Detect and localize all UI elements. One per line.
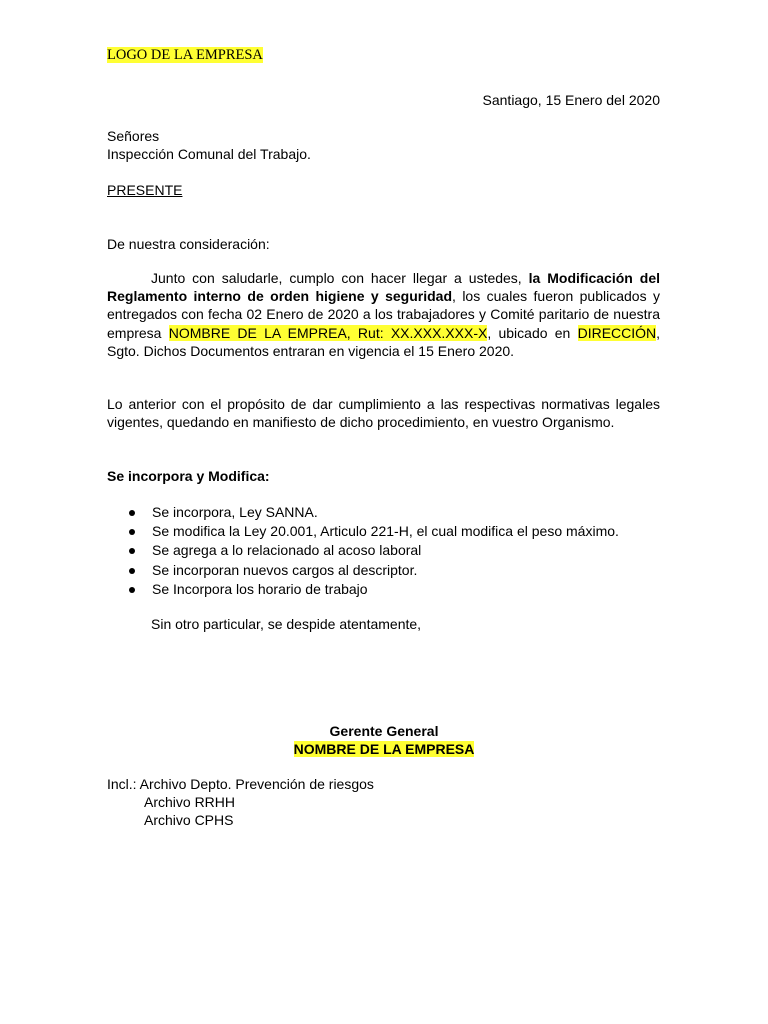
logo-highlight: LOGO DE LA EMPRESA: [107, 47, 263, 63]
company-logo-placeholder: [107, 46, 263, 64]
enclosures-block: [107, 775, 374, 829]
purpose-paragraph: Lo anterior con el propósito de dar cumplimiento a las respectivas normativas legales vigentes, quedando en manifiesto de dicho procedimiento, en vuestro Organismo.: [107, 396, 660, 431]
recipient-salutation: Señores: [107, 128, 160, 144]
recipient-organization: Inspección Comunal del Trabajo.: [107, 146, 311, 162]
list-item: Se Incorpora los horario de trabajo: [107, 580, 619, 599]
changes-list: [107, 503, 619, 599]
paragraph-intro: Junto con saludarle, cumplo con hacer llegar a ustedes,: [151, 270, 522, 286]
paragraph-end: , Sgto. Dichos Documentos entraran en vigencia el 15 Enero 2020.: [107, 324, 661, 359]
list-item: Se agrega a lo relacionado al acoso laboral: [107, 541, 619, 560]
paragraph-comma: ,: [487, 324, 492, 341]
greeting-line: De nuestra consideración:: [107, 236, 270, 252]
paragraph-middle: , los cuales fueron publicados y entregados con fecha 02 Enero de 2020 a los trabajadores y Comité paritario de nuestra empresa: [107, 288, 661, 341]
list-item: Se incorpora, Ley SANNA.: [107, 503, 619, 522]
changes-heading: Se incorpora y Modifica:: [107, 468, 270, 484]
signer-company: NOMBRE DE LA EMPRESA: [293, 741, 475, 757]
enclosure-line: Incl.: Archivo Depto. Prevención de riesgos: [107, 776, 374, 792]
address-placeholder: DIRECCIÓN: [577, 324, 657, 341]
regulation-title: la Modificación del Reglamento interno de orden higiene y seguridad: [107, 270, 660, 305]
recipient-block: [107, 127, 311, 163]
company-name-rut-placeholder: NOMBRE DE LA EMPREA, Rut: XX.XXX.XXX-X: [168, 324, 488, 341]
location-prefix: ubicado en: [498, 324, 571, 341]
signature-block: [0, 722, 768, 758]
main-paragraph: [107, 269, 660, 360]
list-item: Se modifica la Ley 20.001, Articulo 221-H, el cual modifica el peso máximo.: [107, 522, 619, 541]
enclosure-line: Archivo CPHS: [144, 812, 234, 828]
letter-date: Santiago, 15 Enero del 2020: [482, 92, 660, 108]
signer-company-wrapper: [0, 740, 768, 758]
closing-line: Sin otro particular, se despide atentamente,: [151, 616, 422, 632]
list-item: Se incorporan nuevos cargos al descriptor.: [107, 561, 619, 580]
presente-heading: PRESENTE: [107, 182, 183, 198]
signer-title: Gerente General: [329, 723, 439, 739]
enclosure-line: Archivo RRHH: [144, 794, 236, 810]
